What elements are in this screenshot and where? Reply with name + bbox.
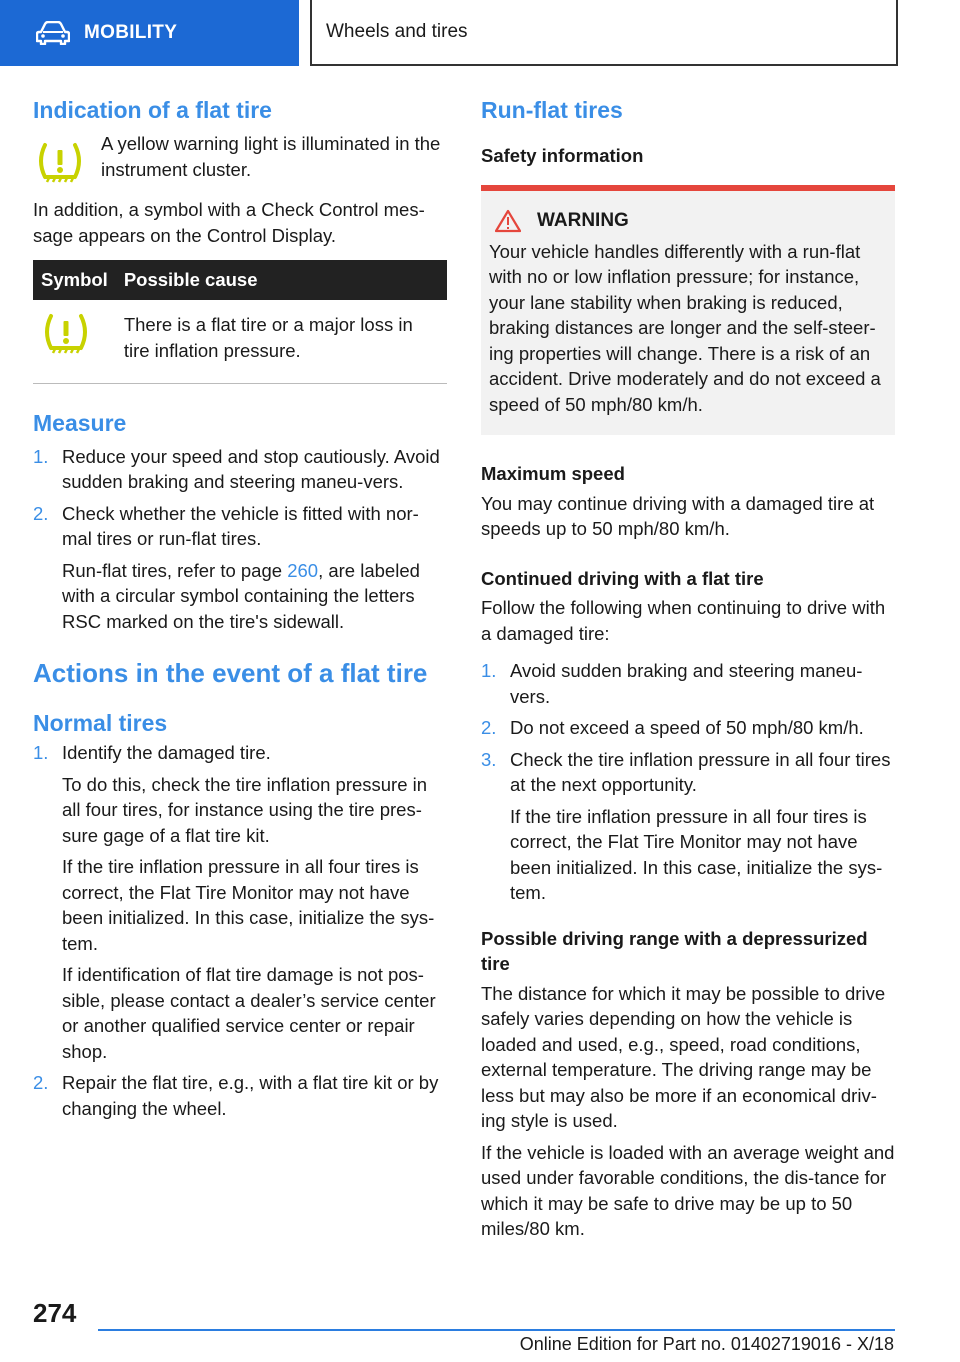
continued-text: Follow the following when continuing to drive with a damaged tire: (481, 597, 886, 644)
table-header-row (33, 260, 447, 300)
page-number: 274 (33, 1298, 77, 1328)
list-item (33, 1070, 447, 1127)
step-number: 3. (481, 748, 497, 770)
step-number: 2. (33, 502, 49, 524)
table-row (33, 300, 447, 383)
safety-heading: Safety information (481, 145, 644, 166)
step-number: 2. (481, 717, 497, 738)
list-item (481, 747, 895, 912)
actions-steps (33, 740, 447, 1127)
step-text: Check whether the vehicle is fitted with nor-mal tires or run-flat tires. (62, 502, 419, 549)
step-note (62, 558, 447, 635)
warning-light-row (33, 131, 447, 187)
car-icon (36, 21, 70, 45)
range-text-2: If the vehicle is loaded with an average weight and used under favorable conditions, the dis-tance for which it may be safe to drive may be up to 50 miles/80 km. (481, 1141, 895, 1239)
run-flat-heading: Run-flat tires (481, 97, 623, 123)
list-item (481, 715, 895, 747)
footer-divider (98, 1329, 895, 1331)
chapter-title: Wheels and tires (326, 21, 468, 42)
symbol-cell (33, 300, 116, 383)
max-speed-heading: Maximum speed (481, 463, 625, 484)
continued-heading: Continued driving with a flat tire (481, 567, 764, 589)
step-note: If identification of flat tire damage is not pos-sible, please contact a dealer’s service center or another qualified service center or repair shop. (62, 964, 436, 1062)
step-text: Check the tire inflation pressure in all four tires at the next opportunity. (510, 748, 891, 795)
tire-pressure-symbol-icon (41, 312, 91, 358)
indication-heading: Indication of a flat tire (33, 97, 272, 123)
step-text: Repair the flat tire, e.g., with a flat tire kit or by changing the wheel. (62, 1072, 439, 1119)
warning-triangle-icon (495, 209, 521, 233)
list-item (33, 740, 447, 1070)
cause-cell: There is a flat tire or a major loss in tire inflation pressure. (116, 300, 447, 383)
step-text: Do not exceed a speed of 50 mph/80 km/h. (510, 717, 864, 738)
warning-box (481, 185, 895, 436)
list-item (33, 444, 447, 501)
step-number: 1. (33, 742, 49, 763)
warning-title: WARNING (537, 209, 629, 231)
right-column (481, 95, 895, 1242)
range-text-1: The distance for which it may be possible to drive safely varies depending on how the vehicle is loaded and used, e.g., speed, road conditions, external temperature. The driving range may be less but may also be more if an economical driv-ing style is used. (481, 982, 886, 1131)
chapter-tab (310, 0, 898, 66)
tire-pressure-warning-icon (35, 141, 85, 187)
step-text: Avoid sudden braking and steering maneu-vers. (510, 660, 863, 707)
max-speed-text: You may continue driving with a damaged tire at speeds up to 50 mph/80 km/h. (481, 492, 875, 539)
actions-heading: Actions in the event of a flat tire (33, 658, 428, 688)
left-column (33, 95, 447, 1127)
continued-steps (481, 658, 895, 912)
step-note: If the tire inflation pressure in all four tires is correct, the Flat Tire Monitor may not have been initialized. In this case, initialize the sys-tem. (510, 805, 883, 903)
section-label: MOBILITY (84, 22, 178, 43)
measure-heading: Measure (33, 409, 127, 436)
addition-text: In addition, a symbol with a Check Control mes-sage appears on the Control Display. (33, 199, 425, 246)
note-text: Run-flat tires, refer to page (62, 559, 288, 581)
warning-header (489, 209, 887, 233)
step-note: To do this, check the tire inflation pressure in all four tires, for instance using the tire pres-sure gage of a flat tire kit. (62, 773, 428, 846)
warning-light-text: A yellow warning light is illuminated in the instrument cluster. (101, 133, 441, 180)
note-text: , are labeled with a circular symbol containing the letters RSC marked on the tire's sidewall. (62, 559, 420, 632)
range-heading: Possible driving range with a depressurized tire (481, 927, 868, 974)
page-header (0, 0, 960, 66)
step-number: 1. (481, 660, 497, 681)
symbol-table (33, 260, 447, 384)
list-item (481, 658, 895, 715)
normal-tires-heading: Normal tires (33, 710, 168, 736)
warning-text: Your vehicle handles differently with a run-flat with no or low inflation pressure; for instance, your lane stability when braking is reduced, braking distances are longer and the self-steer-ing properties will change. There is a risk of an accident. Drive moderately and do not exceed a speed of 50 mph/80 km/h. (489, 240, 881, 415)
step-number: 2. (33, 1072, 49, 1093)
step-text: Identify the damaged tire. (62, 742, 271, 763)
page-link[interactable]: 260 (287, 559, 319, 581)
col-cause-header: Possible cause (116, 260, 447, 300)
list-item (33, 501, 447, 641)
section-tab (0, 0, 299, 66)
edition-text: Online Edition for Part no. 01402719016 - X/18 (519, 1334, 894, 1354)
step-number: 1. (33, 445, 49, 467)
col-symbol-header: Symbol (33, 260, 116, 300)
step-text: Reduce your speed and stop cautiously. Avoid sudden braking and steering maneu-vers. (62, 445, 440, 492)
measure-steps (33, 444, 447, 641)
step-note: If the tire inflation pressure in all four tires is correct, the Flat Tire Monitor may not have been initialized. In this case, initialize the sys-tem. (62, 856, 435, 954)
